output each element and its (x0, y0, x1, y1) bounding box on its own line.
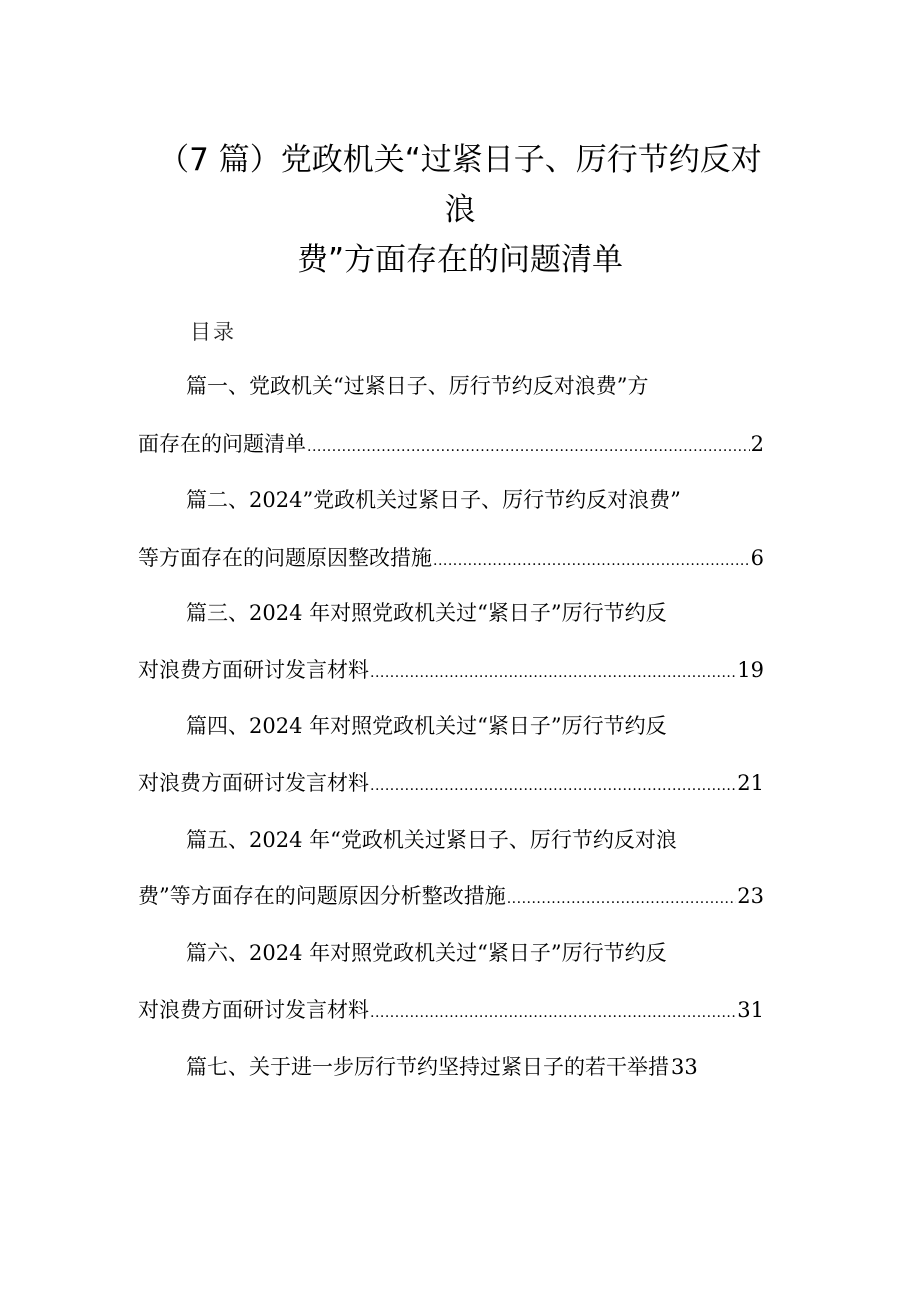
document-title-line-1: （7 篇）党政机关“过紧日子、厉行节约反对 (158, 142, 762, 178)
toc-entry-4-line-2[interactable] (138, 769, 764, 800)
toc-page-number: 21 (737, 771, 764, 795)
toc-entry-1-line-2[interactable] (138, 430, 764, 461)
toc-entry-text: 对浪费方面研讨发言材料 (138, 998, 369, 1022)
toc-entry-6-line-1[interactable]: 篇六、2024 年对照党政机关过“紧日子”厉行节约反 (186, 941, 667, 965)
dot-leader (307, 433, 750, 461)
toc-entry-text: 费”等方面存在的问题原因分析整改措施 (138, 884, 506, 908)
dot-leader (370, 659, 736, 687)
dot-leader (370, 999, 736, 1027)
toc-page-number: 23 (737, 884, 764, 908)
toc-entry-5-line-1[interactable]: 篇五、2024 年“党政机关过紧日子、厉行节约反对浪 (186, 828, 677, 852)
dot-leader (433, 547, 750, 575)
toc-entry-2-line-1[interactable]: 篇二、2024”党政机关过紧日子、厉行节约反对浪费” (186, 488, 681, 512)
toc-entry-7[interactable] (186, 1053, 698, 1081)
toc-entry-text: 篇七、关于进一步厉行节约坚持过紧日子的若干举措 (186, 1055, 669, 1079)
toc-entry-3-line-1[interactable]: 篇三、2024 年对照党政机关过“紧日子”厉行节约反 (186, 601, 667, 625)
dot-leader (507, 885, 737, 913)
toc-page-number: 2 (750, 432, 764, 456)
toc-page-number: 33 (671, 1055, 698, 1079)
dot-leader (370, 772, 736, 800)
toc-page-number: 19 (737, 658, 764, 682)
toc-entry-4-line-1[interactable]: 篇四、2024 年对照党政机关过“紧日子”厉行节约反 (186, 714, 667, 738)
toc-page-number: 6 (750, 546, 764, 570)
toc-page-number: 31 (737, 998, 764, 1022)
toc-entry-5-line-2[interactable] (138, 882, 764, 913)
document-title-line-3: 费”方面存在的问题清单 (296, 242, 624, 278)
toc-entry-text: 对浪费方面研讨发言材料 (138, 658, 369, 682)
toc-entry-text: 面存在的问题清单 (138, 432, 306, 456)
toc-heading: 目录 (190, 320, 236, 344)
toc-entry-text: 对浪费方面研讨发言材料 (138, 771, 369, 795)
toc-entry-text: 等方面存在的问题原因整改措施 (138, 546, 432, 570)
toc-entry-2-line-2[interactable] (138, 544, 764, 575)
document-title-line-2: 浪 (444, 192, 476, 228)
toc-entry-3-line-2[interactable] (138, 656, 764, 687)
toc-entry-1-line-1[interactable]: 篇一、党政机关“过紧日子、厉行节约反对浪费”方 (186, 374, 649, 398)
toc-entry-6-line-2[interactable] (138, 996, 764, 1027)
